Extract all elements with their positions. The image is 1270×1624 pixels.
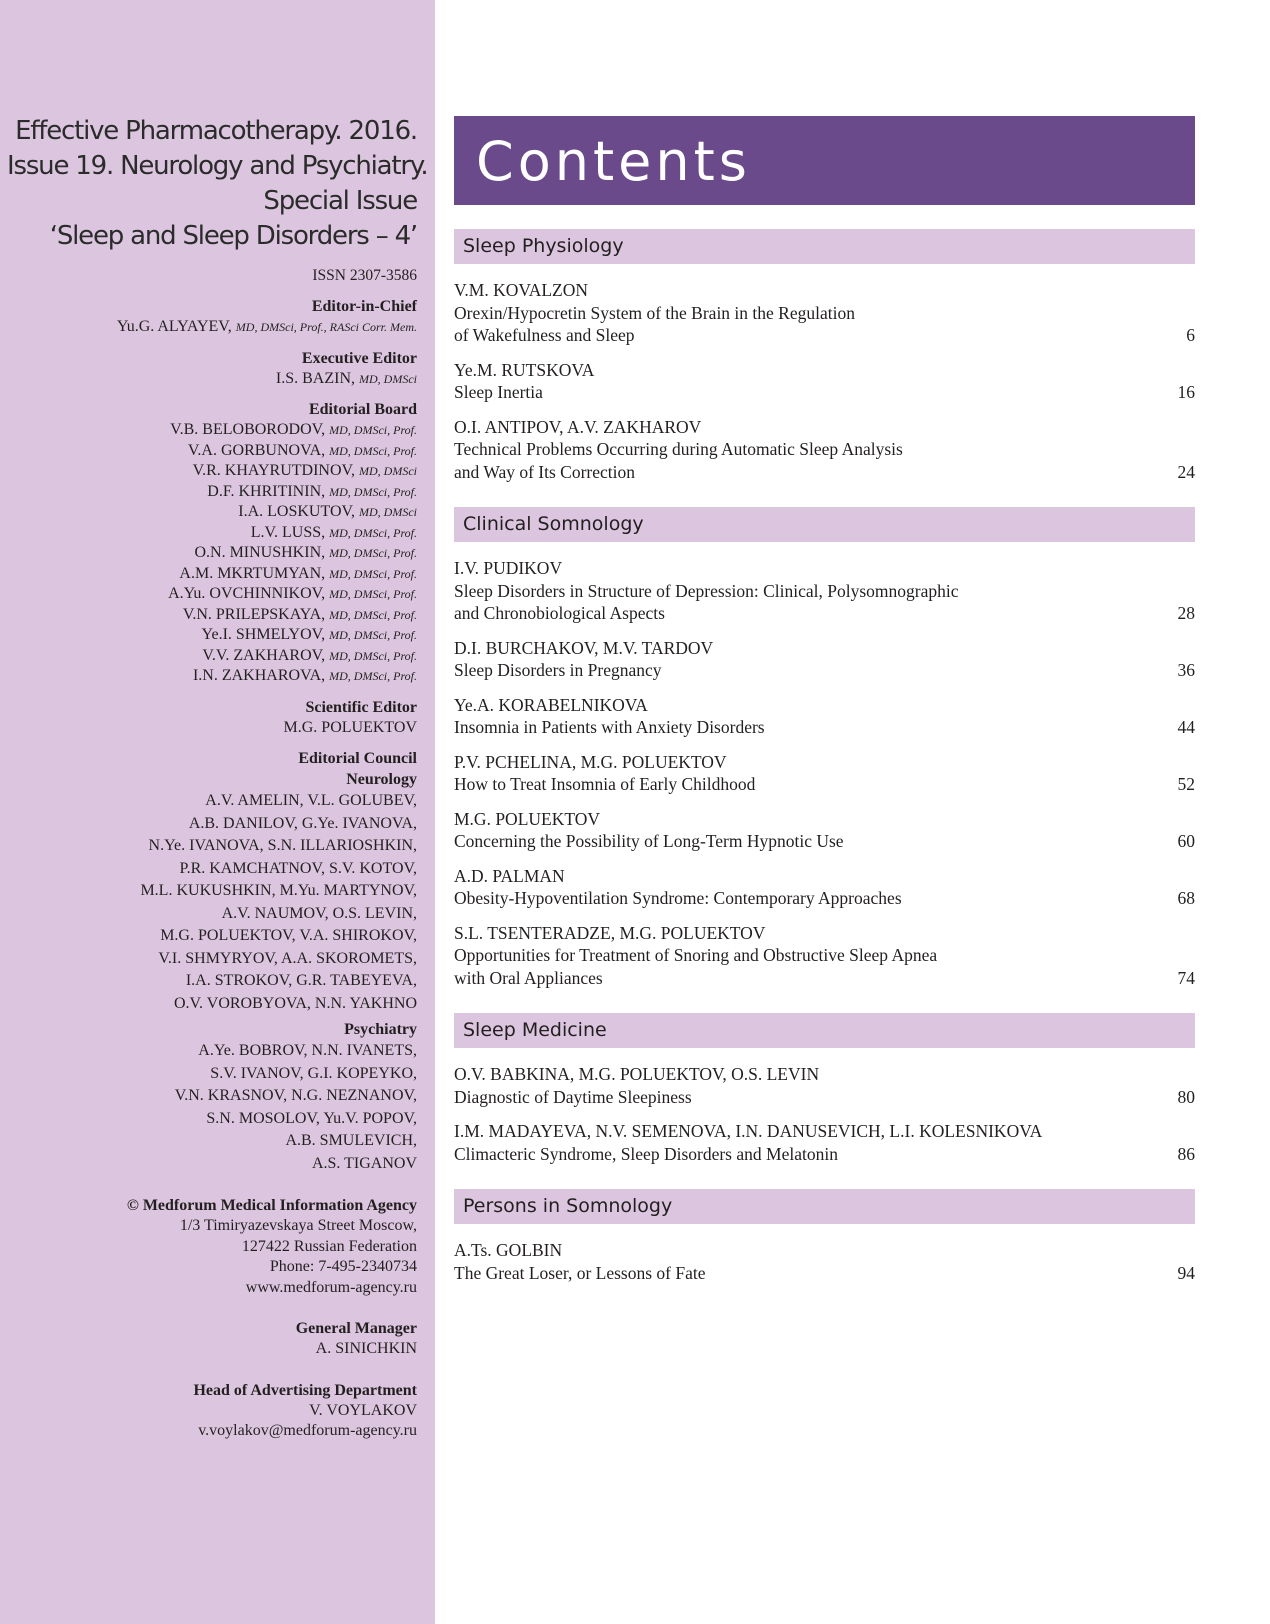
neurology-list — [7, 790, 417, 1015]
member-degrees: MD, DMSci, Prof. — [329, 607, 417, 622]
member-name: A.M. MKRTUMYAN, — [179, 564, 326, 582]
editorial-board-member — [7, 543, 417, 564]
entry-authors: P.V. PCHELINA, M.G. POLUEKTOV — [454, 751, 727, 772]
entry-authors: I.M. MADAYEVA, N.V. SEMENOVA, I.N. DANUSEVICH, L.I. KOLESNIKOVA — [454, 1121, 1043, 1141]
neurology-council-line: A.V. NAUMOV, O.S. LEVIN, — [221, 904, 417, 922]
entry-page-number: 60 — [1177, 831, 1195, 851]
editorial-board-member — [7, 564, 417, 585]
member-name: I.A. LOSKUTOV, — [238, 503, 356, 520]
publisher-website: www.medforum-agency.ru — [245, 1278, 417, 1296]
member-degrees: MD, DMSci, Prof. — [329, 443, 417, 458]
entry-page-number: 52 — [1177, 774, 1195, 794]
entry-authors: D.I. BURCHAKOV, M.V. TARDOV — [454, 637, 714, 658]
psychiatry-list — [7, 1040, 417, 1175]
section-entries — [454, 557, 1195, 989]
member-degrees: MD, DMSci, Prof. — [329, 587, 417, 601]
toc-entry — [454, 922, 1195, 990]
editorial-board-member — [7, 502, 417, 523]
toc-entry — [454, 359, 1195, 404]
editorial-board-member — [7, 420, 417, 441]
entry-page-number: 16 — [1177, 382, 1195, 402]
member-name: V.A. GORBUNOVA, — [187, 441, 326, 459]
neurology-council-line: O.V. VOROBYOVA, N.N. YAKHNO — [174, 994, 417, 1012]
executive-editor-block — [7, 348, 417, 390]
editorial-board-member — [7, 666, 417, 687]
member-degrees: MD, DMSci — [359, 505, 417, 519]
entry-page-number: 68 — [1177, 888, 1195, 908]
toc-entry — [454, 279, 1195, 347]
entry-page-number: 74 — [1177, 967, 1195, 988]
editorial-board-member — [7, 441, 417, 462]
member-name: D.F. KHRITININ, — [207, 482, 326, 500]
section-header — [454, 1013, 1195, 1048]
entry-title-line: with Oral Appliances — [454, 967, 603, 988]
editor-in-chief-degrees: MD, DMSci, Prof., RASci Corr. Mem. — [235, 320, 417, 334]
neurology-council-line: M.L. KUKUSHKIN, M.Yu. MARTYNOV, — [140, 882, 417, 899]
editorial-council-heading: Editorial Council — [298, 750, 417, 767]
advertising-email: v.voylakov@medforum-agency.ru — [198, 1422, 417, 1439]
neurology-council-line: P.R. KAMCHATNOV, S.V. KOTOV, — [179, 859, 417, 877]
editor-in-chief-name-line — [7, 317, 417, 338]
entry-page-number: 80 — [1177, 1086, 1195, 1107]
executive-editor-name: I.S. BAZIN, — [275, 369, 356, 387]
member-name: V.N. PRILEPSKAYA, — [182, 605, 326, 623]
psychiatry-council-line: S.V. IVANOV, G.I. KOPEYKO, — [210, 1064, 417, 1082]
section-title: Sleep Physiology — [463, 235, 624, 257]
editorial-board-member — [7, 605, 417, 626]
entry-title-line: How to Treat Insomnia of Early Childhood — [454, 774, 756, 794]
scientific-editor-block — [7, 697, 417, 739]
entry-page-number: 86 — [1177, 1143, 1195, 1164]
editorial-board-member — [7, 482, 417, 503]
editor-in-chief-block — [7, 296, 417, 338]
member-degrees: MD, DMSci, Prof. — [329, 669, 417, 683]
advertising-heading: Head of Advertising Department — [193, 1381, 417, 1399]
neurology-council-line: I.A. STROKOV, G.R. TABEYEVA, — [185, 972, 417, 989]
issn: ISSN 2307-3586 — [312, 267, 417, 284]
editorial-board-block — [7, 399, 417, 687]
toc-entry — [454, 637, 1195, 682]
entry-authors: V.M. KOVALZON — [454, 280, 589, 300]
executive-editor-heading: Executive Editor — [301, 349, 417, 367]
member-degrees: MD, DMSci, Prof. — [329, 566, 417, 581]
section-entries — [454, 1239, 1195, 1284]
toc-entry — [454, 1063, 1195, 1108]
entry-title-line: Sleep Disorders in Structure of Depression: Clinical, Polysomnographic — [454, 580, 959, 601]
entry-title-line: Orexin/Hypocretin System of the Brain in the Regulation — [454, 302, 855, 323]
section-title: Sleep Medicine — [463, 1019, 607, 1041]
section-entries — [454, 1063, 1195, 1165]
contents-panel — [454, 116, 1195, 1296]
editorial-board-list — [7, 420, 417, 687]
psychiatry-council-line: A.B. SMULEVICH, — [285, 1132, 417, 1149]
member-degrees: MD, DMSci, Prof. — [329, 648, 417, 663]
scientific-editor-heading: Scientific Editor — [305, 698, 417, 716]
scientific-editor-name: M.G. POLUEKTOV — [283, 718, 417, 736]
section-header — [454, 507, 1195, 542]
toc-entry — [454, 416, 1195, 484]
toc-entry — [454, 808, 1195, 853]
toc-entry — [454, 1239, 1195, 1284]
general-manager-heading: General Manager — [295, 1320, 417, 1337]
entry-authors: O.V. BABKINA, M.G. POLUEKTOV, O.S. LEVIN — [454, 1064, 820, 1084]
journal-title-line: Special Issue — [263, 186, 417, 216]
entry-title-line: and Chronobiological Aspects — [454, 603, 665, 623]
editorial-board-member — [7, 584, 417, 605]
entry-authors: S.L. TSENTERADZE, M.G. POLUEKTOV — [454, 922, 766, 943]
entry-authors: A.Ts. GOLBIN — [454, 1240, 563, 1260]
member-name: A.Yu. OVCHINNIKOV, — [168, 585, 326, 602]
publisher-block — [7, 1195, 417, 1298]
general-manager-name: A. SINICHKIN — [315, 1340, 417, 1357]
entry-authors: M.G. POLUEKTOV — [454, 808, 600, 829]
psychiatry-council-line: A.Ye. BOBROV, N.N. IVANETS, — [198, 1042, 417, 1059]
entry-title-line: Obesity-Hypoventilation Syndrome: Contemporary Approaches — [454, 888, 902, 908]
toc-entry — [454, 1120, 1195, 1165]
member-name: L.V. LUSS, — [250, 523, 326, 541]
toc-entry — [454, 557, 1195, 625]
entry-page-number: 24 — [1177, 461, 1195, 482]
publisher-phone: Phone: 7-495-2340734 — [269, 1258, 417, 1275]
psychiatry-heading: Psychiatry — [344, 1021, 417, 1038]
editor-in-chief-name: Yu.G. ALYAYEV, — [116, 318, 232, 335]
contents-banner — [454, 116, 1195, 205]
neurology-council-line: N.Ye. IVANOVA, S.N. ILLARIOSHKIN, — [148, 837, 417, 854]
publisher-heading: © Medforum Medical Information Agency — [126, 1197, 417, 1214]
member-name: I.N. ZAKHAROVA, — [192, 667, 326, 684]
publisher-address-line-1: 1/3 Timiryazevskaya Street Moscow, — [179, 1217, 417, 1234]
advertising-name: V. VOYLAKOV — [309, 1401, 417, 1419]
section-title: Clinical Somnology — [463, 513, 644, 535]
entry-title-line: Insomnia in Patients with Anxiety Disorders — [454, 717, 765, 737]
editorial-board-member — [7, 625, 417, 646]
member-name: O.N. MINUSHKIN, — [194, 544, 326, 561]
member-name: V.R. KHAYRUTDINOV, — [192, 462, 356, 479]
sidebar — [0, 0, 435, 1624]
entry-authors: A.D. PALMAN — [454, 865, 565, 886]
entry-page-number: 28 — [1177, 603, 1195, 623]
editorial-board-member — [7, 646, 417, 667]
table-of-contents — [454, 229, 1195, 1284]
entry-title-line: The Great Loser, or Lessons of Fate — [454, 1262, 706, 1283]
editorial-board-heading: Editorial Board — [308, 401, 417, 418]
psychiatry-council-line: S.N. MOSOLOV, Yu.V. POPOV, — [206, 1109, 417, 1127]
journal-title — [7, 114, 428, 254]
journal-title-line: ‘Sleep and Sleep Disorders – 4’ — [49, 221, 417, 251]
member-name: V.V. ZAKHAROV, — [202, 646, 326, 664]
masthead — [7, 114, 428, 1442]
member-degrees: MD, DMSci, Prof. — [329, 423, 417, 437]
member-degrees: MD, DMSci, Prof. — [329, 525, 417, 540]
member-name: Ye.I. SHMELYOV, — [201, 626, 326, 643]
entry-title-line: Technical Problems Occurring during Automatic Sleep Analysis — [454, 439, 903, 459]
entry-page-number: 94 — [1177, 1262, 1195, 1283]
journal-title-line: Effective Pharmacotherapy. 2016. — [15, 116, 417, 146]
neurology-heading: Neurology — [346, 771, 417, 788]
toc-entry — [454, 865, 1195, 910]
psychiatry-council-line: V.N. KRASNOV, N.G. NEZNANOV, — [174, 1087, 417, 1104]
neurology-council-line: V.I. SHMYRYOV, A.A. SKOROMETS, — [158, 949, 417, 967]
advertising-block — [7, 1380, 417, 1442]
member-degrees: MD, DMSci, Prof. — [329, 484, 417, 499]
entry-title-line: and Way of Its Correction — [454, 461, 635, 482]
member-degrees: MD, DMSci — [359, 464, 417, 478]
editorial-council-block — [7, 748, 417, 1175]
editorial-board-member — [7, 461, 417, 482]
entry-authors: I.V. PUDIKOV — [454, 558, 563, 578]
general-manager-block — [7, 1318, 417, 1360]
executive-editor-name-line — [7, 369, 417, 390]
entry-title-line: Diagnostic of Daytime Sleepiness — [454, 1086, 692, 1107]
member-degrees: MD, DMSci, Prof. — [329, 628, 417, 642]
journal-title-line: Issue 19. Neurology and Psychiatry. — [7, 151, 428, 181]
toc-entry — [454, 751, 1195, 796]
section-header — [454, 229, 1195, 264]
entry-authors: Ye.M. RUTSKOVA — [454, 359, 595, 380]
neurology-council-line: A.B. DANILOV, G.Ye. IVANOVA, — [188, 814, 417, 832]
section-header — [454, 1189, 1195, 1224]
entry-title-line: of Wakefulness and Sleep — [454, 325, 635, 345]
publisher-address-line-2: 127422 Russian Federation — [241, 1237, 417, 1255]
entry-authors: O.I. ANTIPOV, A.V. ZAKHAROV — [454, 416, 702, 437]
section-entries — [454, 279, 1195, 483]
psychiatry-council-line: A.S. TIGANOV — [311, 1154, 417, 1172]
neurology-council-line: A.V. AMELIN, V.L. GOLUBEV, — [205, 792, 417, 809]
entry-page-number: 44 — [1177, 717, 1195, 737]
member-name: V.B. BELOBORODOV, — [170, 421, 326, 438]
entry-title-line: Sleep Inertia — [454, 382, 543, 402]
editor-in-chief-heading: Editor-in-Chief — [311, 298, 417, 315]
entry-title-line: Climacteric Syndrome, Sleep Disorders and Melatonin — [454, 1143, 838, 1164]
entry-title-line: Opportunities for Treatment of Snoring and Obstructive Sleep Apnea — [454, 945, 938, 965]
executive-editor-degrees: MD, DMSci — [359, 371, 417, 386]
section-title: Persons in Somnology — [463, 1195, 673, 1217]
entry-page-number: 36 — [1177, 660, 1195, 680]
entry-authors: Ye.A. KORABELNIKOVA — [454, 694, 648, 715]
contents-title: Contents — [476, 130, 751, 193]
member-degrees: MD, DMSci, Prof. — [329, 546, 417, 560]
entry-page-number: 6 — [1186, 325, 1195, 345]
editorial-board-member — [7, 523, 417, 544]
neurology-council-line: M.G. POLUEKTOV, V.A. SHIROKOV, — [160, 927, 417, 944]
toc-entry — [454, 694, 1195, 739]
entry-title-line: Sleep Disorders in Pregnancy — [454, 660, 662, 680]
entry-title-line: Concerning the Possibility of Long-Term Hypnotic Use — [454, 831, 844, 851]
